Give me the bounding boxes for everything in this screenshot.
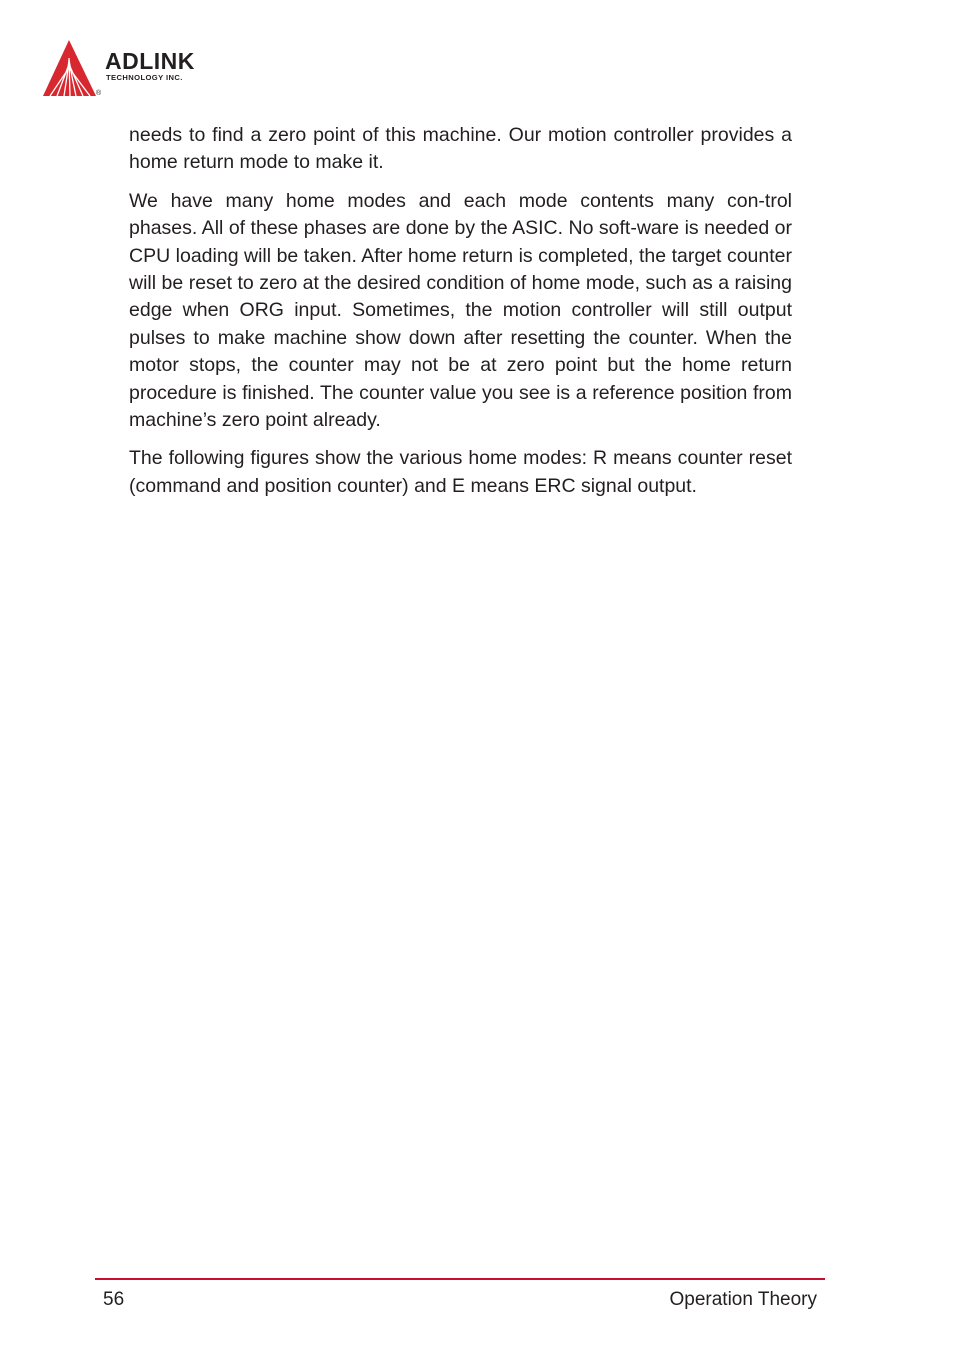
paragraph-home-modes: We have many home modes and each mode contents many con-trol phases. All of these phases are done by the ASIC. No soft-ware is needed or CPU loading will be taken. After home return is completed, the target counter will be reset to zero at the desired condition of home mode, such as a raising edge when ORG input. Sometimes, the motion controller will still output pulses to make machine show down after resetting the counter. When the motor stops, the counter may not be at zero point but the home return procedure is finished. The counter value you see is a reference position from machine’s zero point already. — [129, 189, 792, 432]
logo-registered-mark: ® — [96, 90, 102, 97]
adlink-logo — [42, 38, 242, 102]
adlink-triangle-icon — [42, 38, 104, 98]
paragraph-home-intro: needs to find a zero point of this machine. Our motion controller provides a home return mode to make it. — [129, 124, 792, 174]
footer-rule — [95, 1278, 825, 1280]
paragraph-figures-note: The following figures show the various home modes: R means counter reset (command and position counter) and E means ERC signal output. — [129, 447, 792, 497]
footer-section-title: Operation Theory — [669, 1289, 817, 1310]
logo-subtitle: TECHNOLOGY INC. — [106, 73, 183, 82]
body-text — [129, 122, 792, 511]
page-number: 56 — [103, 1289, 125, 1310]
logo-brand: ADLINK — [105, 48, 195, 74]
